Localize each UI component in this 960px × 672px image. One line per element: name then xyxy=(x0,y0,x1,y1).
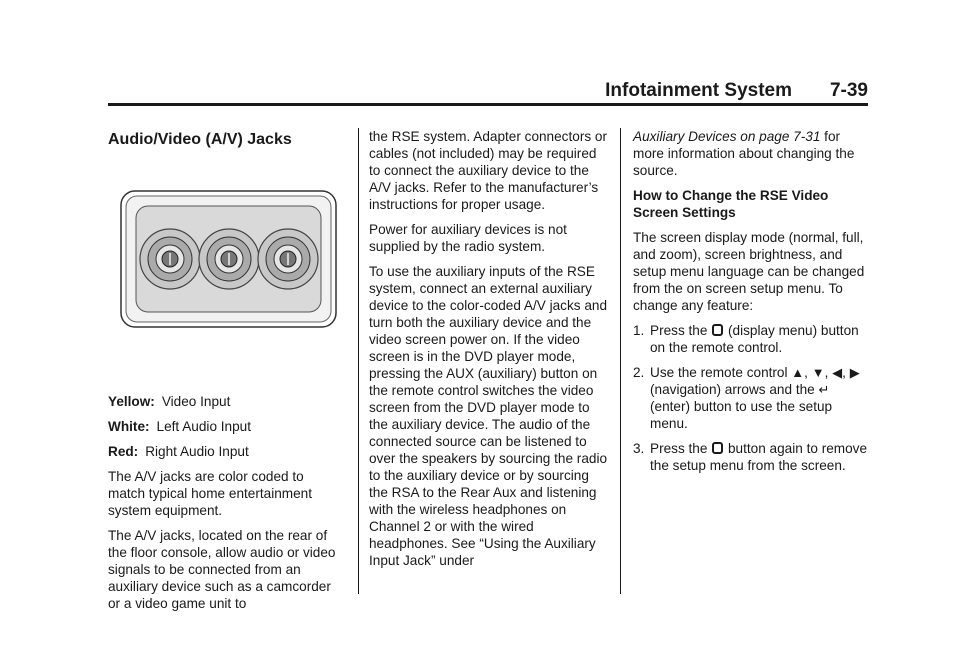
paragraph: The screen display mode (normal, full, and zoom), screen brightness, and setup menu language can be changed from the on screen setup menu. To change any feature: xyxy=(633,230,865,313)
label-red: Red: Right Audio Input xyxy=(108,444,249,459)
label-yellow: Yellow: Video Input xyxy=(108,394,231,409)
enter-icon: ↵ xyxy=(818,382,830,397)
display-menu-icon xyxy=(712,442,723,454)
column-divider xyxy=(620,128,621,594)
av-jacks-illustration xyxy=(120,190,337,328)
label-white: White: Left Audio Input xyxy=(108,419,252,434)
jack-white xyxy=(199,229,259,289)
paragraph: the RSE system. Adapter connectors or cables (not included) may be required to connect the auxiliary device to the A/V jacks. Refer to the manufacturer’s instructions for proper usage. xyxy=(369,129,608,212)
section-title: Audio/Video (A/V) Jacks xyxy=(108,131,292,148)
right-arrow-icon: ▶ xyxy=(849,365,860,380)
down-arrow-icon: ▼ xyxy=(811,365,825,380)
column-divider xyxy=(358,128,359,594)
column-2 xyxy=(369,128,609,577)
left-arrow-icon: ◀ xyxy=(832,365,843,380)
display-menu-icon xyxy=(712,324,723,336)
up-arrow-icon: ▲ xyxy=(791,365,805,380)
subheading: How to Change the RSE Video Screen Settings xyxy=(633,188,829,220)
cross-reference: Auxiliary Devices on page 7‑31 for more information about changing the source. xyxy=(633,129,855,178)
paragraph: Power for auxiliary devices is not supplied by the radio system. xyxy=(369,222,567,254)
paragraph: The A/V jacks are color coded to match typical home entertainment system equipment. xyxy=(108,469,313,518)
jack-red xyxy=(258,229,318,289)
list-item: 3. Press the button again to remove the setup menu from the screen. xyxy=(633,441,868,473)
list-item: 2. Use the remote control ▲, ▼, ◀, ▶ (navigation) arrows and the ↵ (enter) button to use the setup menu. xyxy=(633,365,860,431)
column-3 xyxy=(633,128,873,482)
header-title: Infotainment System xyxy=(605,80,792,101)
list-item: 1. Press the (display menu) button on the remote control. xyxy=(633,323,859,355)
paragraph: To use the auxiliary inputs of the RSE system, connect an external auxiliary device to the color-coded A/V jacks and turn both the auxiliary device and the video screen power on. If the video screen is in the DVD player mode, pressing the AUX (auxiliary) button on the remote control switches the video screen from the DVD player mode to the auxiliary device. The audio of the connected source can be listened to over the speakers by sourcing the radio to the auxiliary device or by sourcing the RSA to the Rear Aux and listening with the wireless headphones on Channel 2 or with the wired headphones. See “Using the Auxiliary Input Jack” under xyxy=(369,264,608,568)
header-rule xyxy=(108,103,868,106)
jack-yellow xyxy=(140,229,200,289)
page-number: 7-39 xyxy=(829,80,868,101)
paragraph: The A/V jacks, located on the rear of the floor console, allow audio or video signals to be connected from an auxiliary device such as a camcorder or a video game unit to xyxy=(108,528,336,611)
